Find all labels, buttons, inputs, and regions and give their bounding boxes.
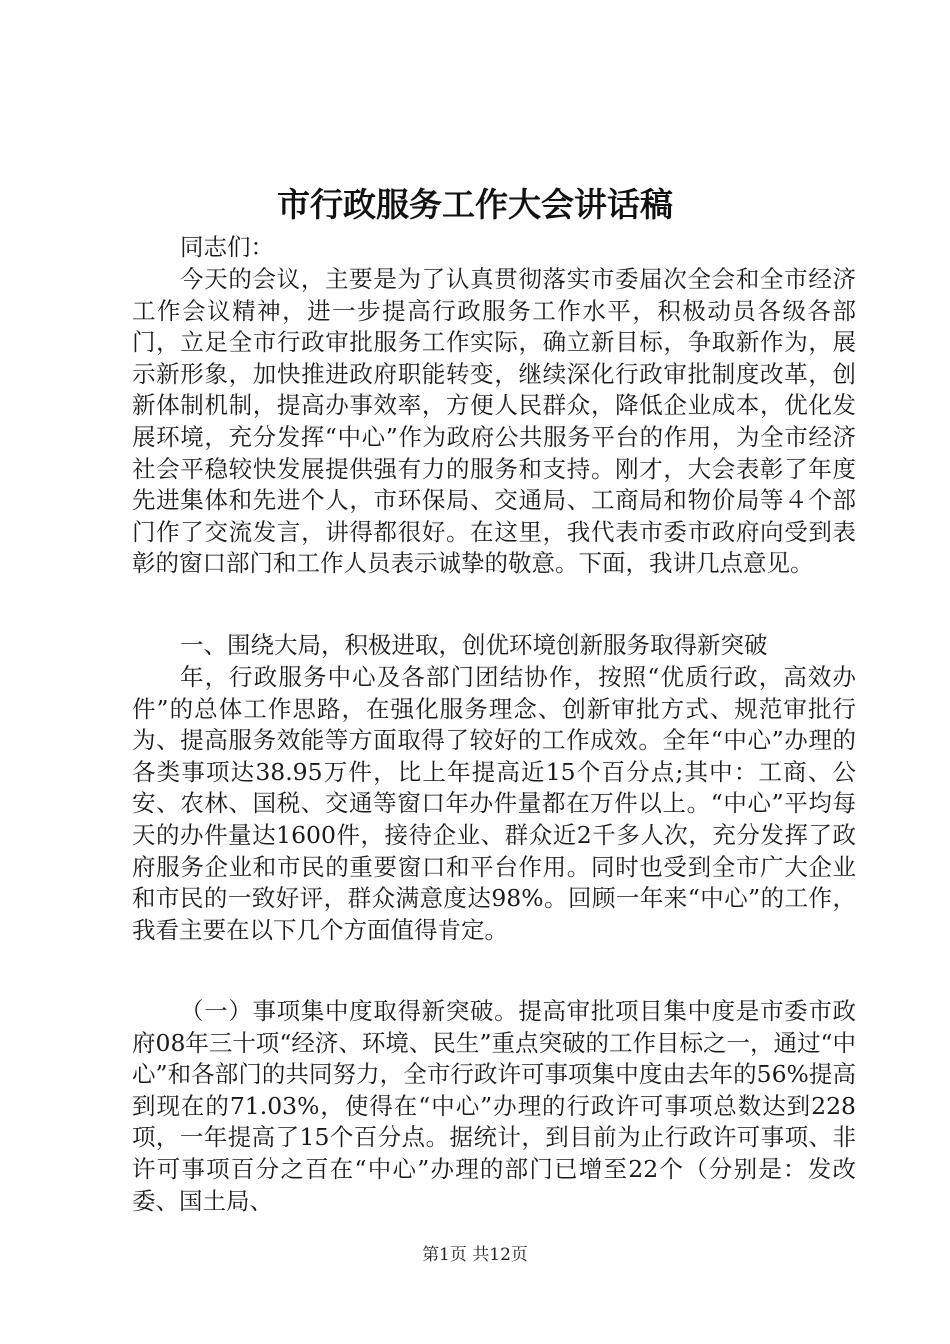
greeting: 同志们： xyxy=(180,233,274,261)
section-heading: 一、围绕大局，积极进取，创优环境创新服务取得新突破 xyxy=(180,631,768,659)
intro-paragraph: 今天的会议，主要是为了认真贯彻落实市委届次全会和全市经济工作会议精神，进一步提高行政服务工作水平，积极动员各级各部门，立足全市行政审批服务工作实际，确立新目标，争取新作为，展示新形象，加快推进政府职能转变，继续深化行政审批制度改革，创新体制机制，提高办事效率，方便人民群众，降低企业成本，优化发展环境，充分发挥“中心”作为政府公共服务平台的作用，为全市经济社会平稳较快发展提供强有力的服务和支持。刚才，大会表彰了年度先进集体和先进个人，市环保局、交通局、工商局和物价局等４个部门作了交流发言，讲得都很好。在这里，我代表市委市政府向受到表彰的窗口部门和工作人员表示诚挚的敬意。下面，我讲几点意见。 xyxy=(132,265,856,578)
point-paragraph: （一）事项集中度取得新突破。提高审批项目集中度是市委市政府08年三十项“经济、环境、民生”重点突破的工作目标之一，通过“中心”和各部门的共同努力，全市行政许可事项集中度由去年的56%提高到现在的71.03%，使得在“中心”办理的行政许可事项总数达到228项，一年提高了15个百分点。据统计，到目前为止行政许可事项、非许可事项百分之百在“中心”办理的部门已增至22个（分别是：发改委、国土局、 xyxy=(132,997,856,1215)
document-title: 市行政服务工作大会讲话稿 xyxy=(277,185,673,224)
review-paragraph: 年，行政服务中心及各部门团结协作，按照“优质行政，高效办件”的总体工作思路，在强化服务理念、创新审批方式、规范审批行为、提高服务效能等方面取得了较好的工作成效。全年“中心”办理的各类事项达38.95万件，比上年提高近15个百分点;其中：工商、公安、农林、国税、交通等窗口年办件量都在万件以上。“中心”平均每天的办件量达1600件，接待企业、群众近2千多人次，充分发挥了政府服务企业和市民的重要窗口和平台作用。同时也受到全市广大企业和市民的一致好评，群众满意度达98%。回顾一年来“中心”的工作，我看主要在以下几个方面值得肯定。 xyxy=(132,663,856,944)
page-footer: 第1页 共12页 xyxy=(422,1245,528,1265)
